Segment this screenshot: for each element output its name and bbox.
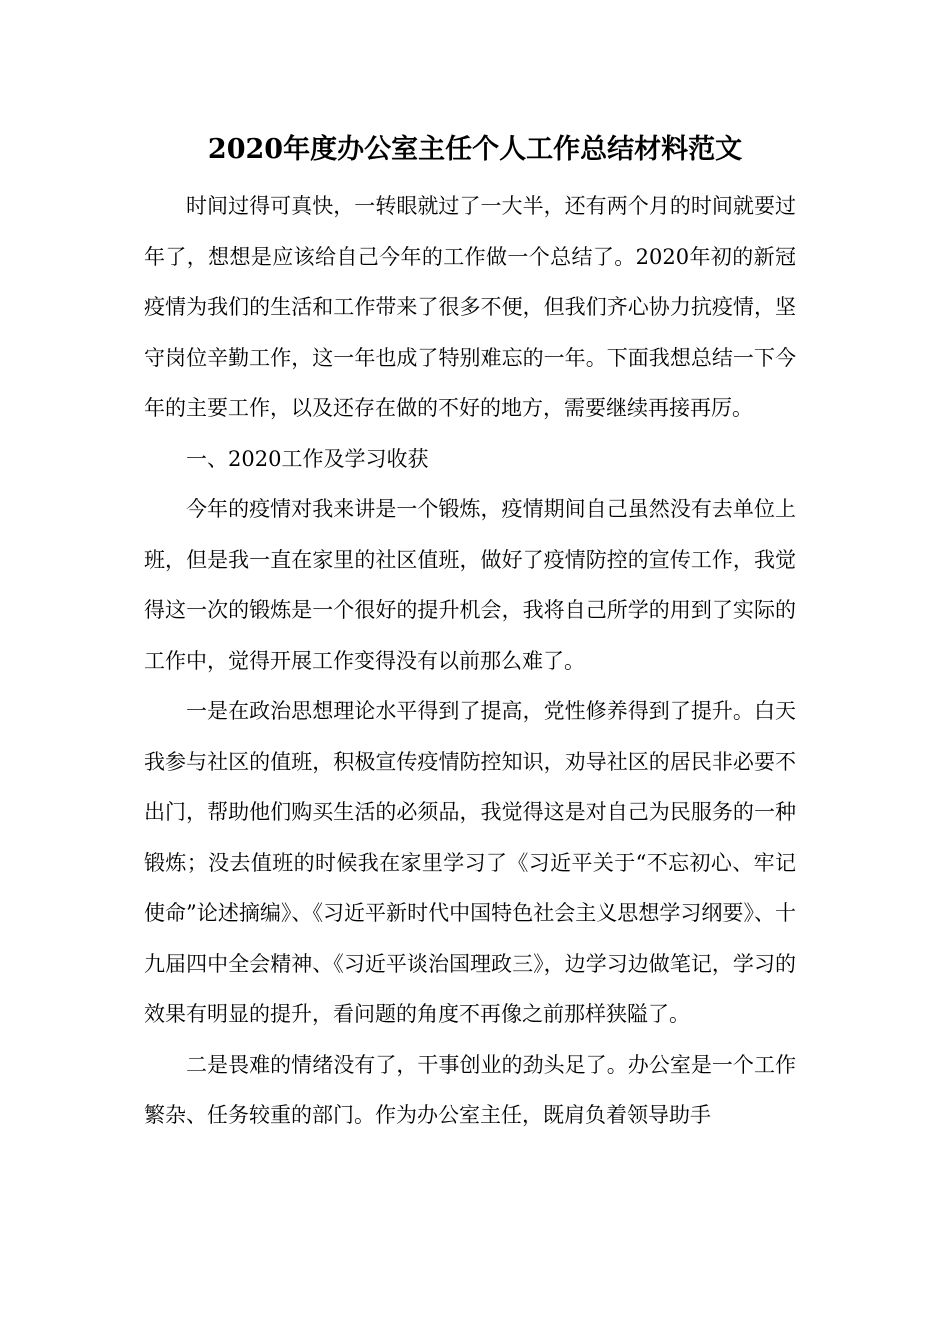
document-title: 2020年度办公室主任个人工作总结材料范文 bbox=[207, 134, 743, 165]
paragraph-intro: 时间过得可真快，一转眼就过了一大半，还有两个月的时间就要过年了，想想是应该给自己今年的工作做一个总结了。2020年初的新冠疫情为我们的生活和工作带来了很多不便，但我们齐心协力抗疫情，坚守岗位辛勤工作，这一年也成了特别难忘的一年。下面我想总结一下今年的主要工作，以及还存在做的不好的地方，需要继续再接再厉。 bbox=[144, 194, 796, 420]
document-body bbox=[144, 181, 796, 1141]
section-heading-1: 一、2020工作及学习收获 bbox=[186, 446, 429, 471]
paragraph-point-1: 一是在政治思想理论水平得到了提高，党性修养得到了提升。白天我参与社区的值班，积极宣传疫情防控知识，劝导社区的居民非必要不出门，帮助他们购买生活的必须品，我觉得这是对自己为民服务的一种锻炼；没去值班的时候我在家里学习了《习近平关于“不忘初心、牢记使命”论述摘编》、《习近平新时代中国特色社会主义思想学习纲要》、十九届四中全会精神、《习近平谈治国理政三》，边学习边做笔记，学习的效果有明显的提升，看问题的角度不再像之前那样狭隘了。 bbox=[144, 699, 796, 1026]
paragraph-epidemic: 今年的疫情对我来讲是一个锻炼，疫情期间自己虽然没有去单位上班，但是我一直在家里的社区值班，做好了疫情防控的宣传工作，我觉得这一次的锻炼是一个很好的提升机会，我将自己所学的用到了实际的工作中，觉得开展工作变得没有以前那么难了。 bbox=[144, 497, 796, 673]
paragraph-point-2: 二是畏难的情绪没有了，干事创业的劲头足了。办公室是一个工作繁杂、任务较重的部门。作为办公室主任，既肩负着领导助手 bbox=[144, 1052, 796, 1127]
